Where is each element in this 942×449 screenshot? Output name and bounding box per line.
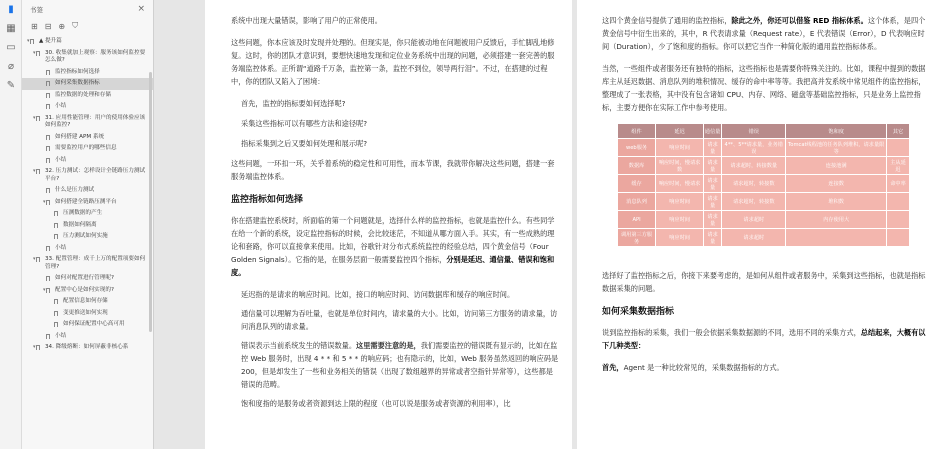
emphasis-text: 总结起来，大概有以下几种类型：: [602, 328, 926, 350]
text-run: 这四个黄金信号提供了通用的监控指标，: [602, 16, 732, 25]
bookmark-icon: [46, 188, 50, 193]
bookmark-icon: [46, 93, 50, 98]
emphasis-text: 这里需要注意的是，: [356, 341, 421, 350]
list-item: 饱和度指的是服务或者资源到达上限的程度（也可以说是服务或者资源的利用率），比: [241, 399, 511, 408]
table-header-cell: 延迟: [656, 124, 704, 139]
table-row: [618, 193, 910, 211]
paragraph: 系统中出现大量错误，影响了用户的正常使用。: [231, 16, 382, 25]
expand-toggle-icon[interactable]: ▾: [33, 168, 36, 174]
table-row: [618, 157, 910, 175]
table-cell: 内存使用大: [786, 211, 887, 229]
expand-toggle-icon[interactable]: ▾: [27, 38, 30, 44]
bookmark-label: 小结: [55, 332, 67, 339]
bookmark-item[interactable]: [22, 273, 153, 285]
bookmark-icon: [36, 169, 40, 174]
expand-toggle-icon[interactable]: ▾: [33, 49, 36, 56]
bookmark-tree: [22, 34, 153, 356]
bookmark-item[interactable]: [22, 78, 153, 90]
bookmark-item[interactable]: [22, 185, 153, 197]
bookmark-item[interactable]: [22, 67, 153, 79]
bookmark-label: 如何搭建 APM 系统: [55, 133, 105, 140]
attachment-icon[interactable]: ⌀: [7, 61, 15, 72]
bookmark-label: 小结: [55, 156, 67, 163]
expand-toggle-icon[interactable]: ▾: [33, 344, 36, 350]
bookmark-item[interactable]: [22, 90, 153, 102]
bookmark-item[interactable]: [22, 101, 153, 113]
bookmark-label: 31. 应用性能管理：用户的使用体验应该如何监控?: [45, 114, 146, 128]
bookmark-ribbon-icon[interactable]: ⛉: [72, 21, 79, 30]
expand-toggle-icon[interactable]: ▾: [43, 286, 46, 293]
left-tool-rail: [0, 0, 22, 449]
bookmark-label: 什么是压力测试: [55, 187, 95, 193]
bookmark-label: 33. 配置管理：成千上万的配置项要如何管理?: [45, 256, 146, 270]
bookmark-icon: [54, 299, 58, 304]
table-cell: 响应时间，慢请求数: [656, 157, 704, 175]
table-cell: 请求超时，转接数: [722, 175, 786, 193]
bookmark-item[interactable]: [22, 48, 153, 67]
text-run: 我们需要监控的错误既有显示的，比如在监控 Web 服务时，出现 4 * * 和 5 * * 的响应码；也有隐示的，比如，Web 服务虽然返回的响应码是 200，但是却发生了一些和业务相关的错误（出现了数组越界的异常或者空指针异常等），这些都是错误的范畴。: [241, 341, 559, 389]
bookmark-label: 30. 收集就加上观察：服务该如何监控要怎么做?: [45, 49, 146, 63]
bookmark-item[interactable]: [22, 208, 153, 220]
table-cell: 数据库: [618, 157, 656, 175]
bookmark-label: 如何搭建全链路压测平台: [55, 198, 117, 205]
bookmark-panel-title: 书签: [30, 5, 43, 14]
bookmark-icon: [36, 257, 40, 262]
paragraph: [602, 14, 928, 53]
bookmark-label: ▲ 提升篇: [39, 38, 62, 44]
bookmark-item[interactable]: [22, 155, 153, 167]
bookmark-icon: [36, 116, 40, 121]
bookmark-label: 监控数据的处理和存储: [55, 91, 111, 98]
paragraph: 选择好了监控指标之后，你接下来要考虑的，是如何从组件或者服务中，采集到这些指标，也就是指标数据采集的问题。: [602, 271, 926, 293]
table-cell: 请求量: [704, 139, 722, 157]
table-cell: 请求量: [704, 157, 722, 175]
table-header-row: [618, 124, 910, 139]
bookmark-icon: [46, 158, 50, 163]
bookmark-icon: [46, 288, 50, 293]
table-header-cell: 组件: [618, 124, 656, 139]
table-cell: 请求超时，转接数: [722, 193, 786, 211]
bookmark-item[interactable]: [22, 197, 153, 209]
question-item: 指标采集到之后又要如何处理和展示呢?: [241, 139, 368, 148]
bookmark-item[interactable]: [22, 285, 153, 297]
table-body: [618, 139, 910, 247]
table-cell: [886, 139, 909, 157]
bookmark-panel: [22, 0, 154, 449]
table-cell: [886, 211, 909, 229]
table-cell: 连接数: [786, 175, 887, 193]
bookmark-item[interactable]: [22, 231, 153, 243]
table-cell: 响应时间: [656, 139, 704, 157]
bookmark-label: 数据如何隔离: [63, 221, 97, 228]
table-cell: 命中率: [886, 175, 909, 193]
bookmark-icon: [46, 70, 50, 75]
emphasis-text: 分别是延迟、通信量、错误和饱和度。: [231, 255, 555, 277]
page-right: [577, 0, 942, 449]
bookmark-toolbar: [22, 18, 153, 34]
bookmark-item[interactable]: [22, 331, 153, 343]
bookmark-scrollbar[interactable]: [149, 72, 152, 332]
thumbnail-icon[interactable]: ▦: [6, 23, 16, 34]
bookmark-label: 如何对配置进行管理呢?: [55, 275, 114, 281]
bookmark-icon: [54, 234, 58, 239]
paragraph: [602, 361, 928, 374]
bookmark-label: 压力测试如何实施: [63, 233, 108, 239]
bookmark-label: 配置中心是如何实现的?: [55, 286, 114, 293]
table-cell: 堆积数: [786, 193, 887, 211]
bookmark-item[interactable]: [22, 113, 153, 132]
paragraph: [602, 326, 928, 352]
table-cell: [886, 229, 909, 247]
bookmark-item[interactable]: [22, 308, 153, 320]
bookmark-label: 压测数据的产生: [63, 210, 103, 216]
table-cell: 响应时间，慢请求: [656, 175, 704, 193]
expand-all-icon[interactable]: ⊞: [31, 21, 38, 31]
bookmark-item[interactable]: [22, 254, 153, 273]
text-run: 这个体系，是四个黄金信号中衍生出来的，其中，R 代表请求量（Request rate），E 代表错误（Error），D 代表响应时间（Duration），少了饱和度的指标。你可以把它当作一种简化版的通用监控指标体系。: [602, 16, 926, 51]
paragraph: 这些问题，一环扣一环，关乎着系统的稳定性和可用性，而本节课，我就带你解决这些问题，搭建一套服务端监控体系。: [231, 159, 555, 181]
bookmark-icon: [46, 146, 50, 151]
bookmark-label: 小结: [55, 244, 67, 251]
table-cell: 缓存: [618, 175, 656, 193]
bookmark-label: 如何采集数据指标: [55, 80, 100, 86]
bookmark-icon: [30, 39, 34, 44]
expand-toggle-icon[interactable]: ▾: [43, 198, 46, 205]
text-run: 你在搭建监控系统时，所面临的第一个问题就是，选择什么样的监控指标，也就是监控什么。有些同学在给一个新的系统，设定监控指标的时候，会比较迷茫，不知道从哪方面入手。其实，有一些成熟的理论和套路，你可以直接拿来使用。比如，谷歌针对分布式系统监控的经验总结，四个黄金信号（Four Golden Signals）。它指的是，在服务层面一般需要监控四个指标，: [231, 216, 555, 264]
bookmark-icon: [46, 135, 50, 140]
bookmark-label: 32. 压力测试：怎样设计全链路压力测试平台?: [45, 168, 146, 182]
bookmark-icon: [46, 104, 50, 109]
bookmark-item[interactable]: [22, 319, 153, 331]
expand-toggle-icon[interactable]: ▾: [33, 114, 36, 121]
bookmark-icon: [46, 276, 50, 281]
add-bookmark-icon[interactable]: ⊕: [58, 21, 66, 31]
bookmark-panel-header: [22, 0, 153, 18]
paragraph: [231, 214, 560, 279]
bookmark-item[interactable]: [22, 243, 153, 255]
table-cell: 响应时间: [656, 211, 704, 229]
section-heading: 监控指标如何选择: [231, 195, 304, 205]
bookmark-item[interactable]: [22, 143, 153, 155]
table-row: [618, 211, 910, 229]
table-cell: [886, 193, 909, 211]
table-cell: 请求量: [704, 175, 722, 193]
table-cell: 消息队列: [618, 193, 656, 211]
bookmark-item[interactable]: [22, 132, 153, 144]
table-cell: 请求量: [704, 229, 722, 247]
bookmark-icon: [36, 345, 40, 350]
table-cell: 4**、5**请求量，业务错误: [722, 139, 786, 157]
bookmark-icon: [46, 81, 50, 86]
table-row: [618, 139, 910, 157]
bookmark-label: 配置信息如何存储: [63, 298, 108, 304]
text-run: 错误表示当前系统发生的错误数量。: [241, 341, 357, 350]
table-cell: 请求量: [704, 193, 722, 211]
text-run: 说到监控指标的采集，我们一般会依据采集数据源的不同，选用不同的采集方式，: [602, 328, 861, 337]
table-cell: 调用第三方服务: [618, 229, 656, 247]
list-item: [231, 339, 560, 391]
table-cell: Tomcat线程池的任务队列堆积，请求量限等: [786, 139, 887, 157]
question-item: 首先，监控的指标要如何选择呢?: [241, 99, 346, 108]
metrics-table: [617, 123, 910, 247]
bookmark-icon: [46, 200, 50, 205]
table-header-cell: 其它: [886, 124, 909, 139]
bookmark-item[interactable]: [22, 342, 153, 354]
table-header-cell: 饱和度: [786, 124, 887, 139]
bookmark-icon: [46, 334, 50, 339]
bookmark-icon[interactable]: ▮: [8, 4, 14, 15]
table-cell: 请求超时: [722, 211, 786, 229]
bookmark-item[interactable]: [22, 296, 153, 308]
bookmark-label: 需要监控用户的哪些信息: [55, 145, 117, 151]
bookmark-label: 34. 降级熔断：如何屏蔽非核心系: [45, 344, 129, 350]
table-cell: 响应时间: [656, 193, 704, 211]
emphasis-text: 除此之外，你还可以借鉴 RED 指标体系。: [731, 16, 868, 25]
question-item: 采集这些指标可以有哪些方法和途径呢?: [241, 119, 368, 128]
bookmark-item[interactable]: [22, 36, 153, 48]
table-cell: web服务: [618, 139, 656, 157]
bookmark-label: 监控指标如何选择: [55, 68, 100, 75]
table-cell: [786, 229, 887, 247]
bookmark-icon: [36, 51, 40, 56]
bookmark-item[interactable]: [22, 220, 153, 232]
comment-icon[interactable]: ▭: [6, 42, 16, 53]
table-cell: API: [618, 211, 656, 229]
table-cell: 连接池满: [786, 157, 887, 175]
bookmark-label: 小结: [55, 103, 67, 109]
collapse-all-icon[interactable]: ⊟: [44, 21, 52, 31]
table-cell: 请求量: [704, 211, 722, 229]
expand-toggle-icon[interactable]: ▾: [33, 256, 36, 262]
table-row: [618, 229, 910, 247]
bookmark-icon: [54, 223, 58, 228]
table-header-cell: 通信量: [704, 124, 722, 139]
bookmark-label: 变更推送如何实现: [63, 309, 108, 316]
paragraph: 这些问题，你本应该及时发现并处理的。但现实是，你只能被动地在问题被用户反馈后，手忙脚乱地修复。这时，你的团队才意识到，要想快速地发现和定位业务系统中出现的问题，必须搭建一套完善的服务端监控体系。正所谓“道路千万条，监控第一条，监控不到位，领导两行泪”。不过，在搭建的过程中，你的团队又陷入了困境：: [231, 38, 555, 86]
table-cell: 请求超时，转接数量: [722, 157, 786, 175]
signature-icon[interactable]: ✎: [6, 80, 16, 91]
table-header-cell: 错误: [722, 124, 786, 139]
table-cell: 响应时间: [656, 229, 704, 247]
bookmark-icon: [54, 322, 58, 327]
table-cell: 主从延迟: [886, 157, 909, 175]
bookmark-icon: [46, 246, 50, 251]
bookmark-icon: [54, 311, 58, 316]
text-run: Agent 是一种比较常见的，采集数据指标的方式。: [623, 363, 784, 372]
page-left: [205, 0, 572, 449]
table-row: [618, 175, 910, 193]
bookmark-item[interactable]: [22, 166, 153, 185]
paragraph: 当然，一些组件或者服务还有独特的指标，这些指标也是需要你特殊关注的。比如，课程中提到的数据库主从延迟数据、消息队列的堆积情况、缓存的命中率等等。我把高并发系统中常见组件的监控指标，整理成了一张表格，其中没有包含诸如 CPU、内存、网络、磁盘等基础监控指标，只是业务上监控指标，主要方便你在实际工作中参考使用。: [602, 64, 926, 112]
list-item: 延迟指的是请求的响应时间。比如，接口的响应时间、访问数据库和缓存的响应时间。: [241, 290, 515, 299]
close-icon[interactable]: ×: [137, 4, 145, 14]
table-cell: 请求超时: [722, 229, 786, 247]
emphasis-text: 首先，: [602, 363, 624, 372]
bookmark-icon: [54, 211, 58, 216]
bookmark-label: 如何保证配置中心高可用: [63, 321, 125, 327]
section-heading: 如何采集数据指标: [602, 307, 675, 317]
list-item: 通信量可以理解为吞吐量，也就是单位时间内，请求量的大小。比如，访问第三方服务的请求量，访问消息队列的请求量。: [241, 309, 558, 331]
